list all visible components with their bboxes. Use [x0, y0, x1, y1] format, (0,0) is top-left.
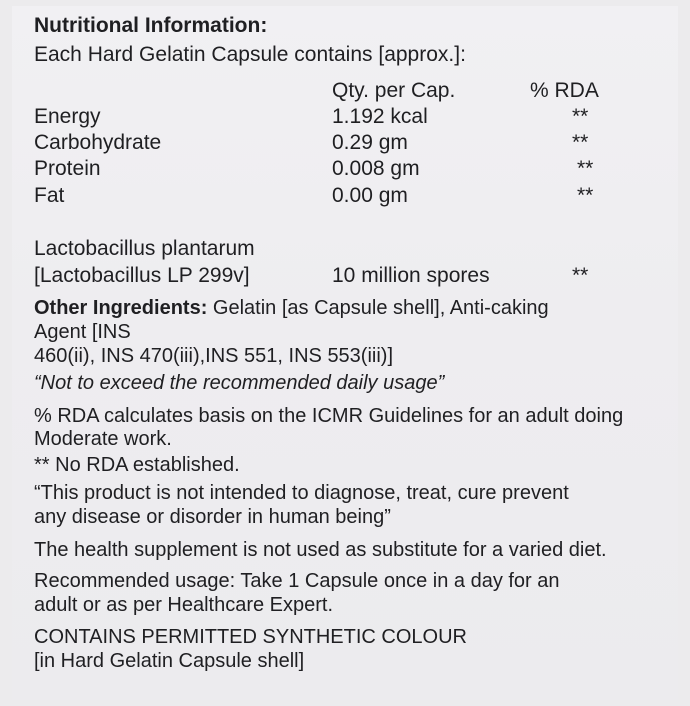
qty-column-header: Qty. per Cap.	[332, 79, 456, 102]
probiotic-name-line2: [Lactobacillus LP 299v]	[34, 264, 250, 287]
daily-usage-note: “Not to exceed the recommended daily usage”	[34, 372, 445, 394]
rda-column-header: % RDA	[530, 79, 599, 102]
usage-line1: Recommended usage: Take 1 Capsule once in a day for an	[34, 570, 560, 592]
supplement-note: The health supplement is not used as substitute for a varied diet.	[34, 539, 607, 561]
disclaimer-line1: “This product is not intended to diagnose, treat, cure prevent	[34, 482, 569, 504]
nutrient-qty-carbohydrate: 0.29 gm	[332, 131, 408, 154]
usage-line2: adult or as per Healthcare Expert.	[34, 594, 334, 616]
other-ingredients-line3: 460(ii), INS 470(iii),INS 551, INS 553(iii)]	[34, 345, 394, 367]
probiotic-rda: **	[572, 264, 589, 287]
nutrient-rda-energy: **	[572, 105, 589, 128]
nutrient-rda-fat: **	[577, 184, 594, 207]
capsule-contents-subtitle: Each Hard Gelatin Capsule contains [approx.]:	[34, 43, 466, 66]
rda-basis-line2: Moderate work.	[34, 428, 172, 450]
nutrient-name-protein: Protein	[34, 157, 101, 180]
nutrient-rda-carbohydrate: **	[572, 131, 589, 154]
no-rda-note: ** No RDA established.	[34, 454, 240, 476]
colour-line1: CONTAINS PERMITTED SYNTHETIC COLOUR	[34, 626, 467, 648]
nutrition-label-panel	[12, 6, 678, 700]
nutrient-rda-protein: **	[577, 157, 594, 180]
other-ingredients-label: Other Ingredients:	[34, 297, 208, 319]
nutrient-name-energy: Energy	[34, 105, 101, 128]
nutrient-qty-fat: 0.00 gm	[332, 184, 408, 207]
other-ingredients-text1: Gelatin [as Capsule shell], Anti-caking	[212, 297, 549, 319]
rda-basis-line1: % RDA calculates basis on the ICMR Guidelines for an adult doing	[34, 405, 624, 427]
probiotic-qty: 10 million spores	[332, 264, 490, 287]
probiotic-name-line1: Lactobacillus plantarum	[34, 237, 255, 260]
nutrient-name-carbohydrate: Carbohydrate	[34, 131, 162, 154]
nutrient-name-fat: Fat	[34, 184, 65, 207]
other-ingredients-line1	[34, 296, 549, 320]
nutrient-qty-energy: 1.192 kcal	[332, 105, 428, 128]
nutrition-title: Nutritional Information:	[34, 14, 268, 37]
colour-line2: [in Hard Gelatin Capsule shell]	[34, 650, 305, 672]
disclaimer-line2: any disease or disorder in human being”	[34, 506, 391, 528]
other-ingredients-line2: Agent [INS	[34, 321, 131, 343]
nutrient-qty-protein: 0.008 gm	[332, 157, 420, 180]
